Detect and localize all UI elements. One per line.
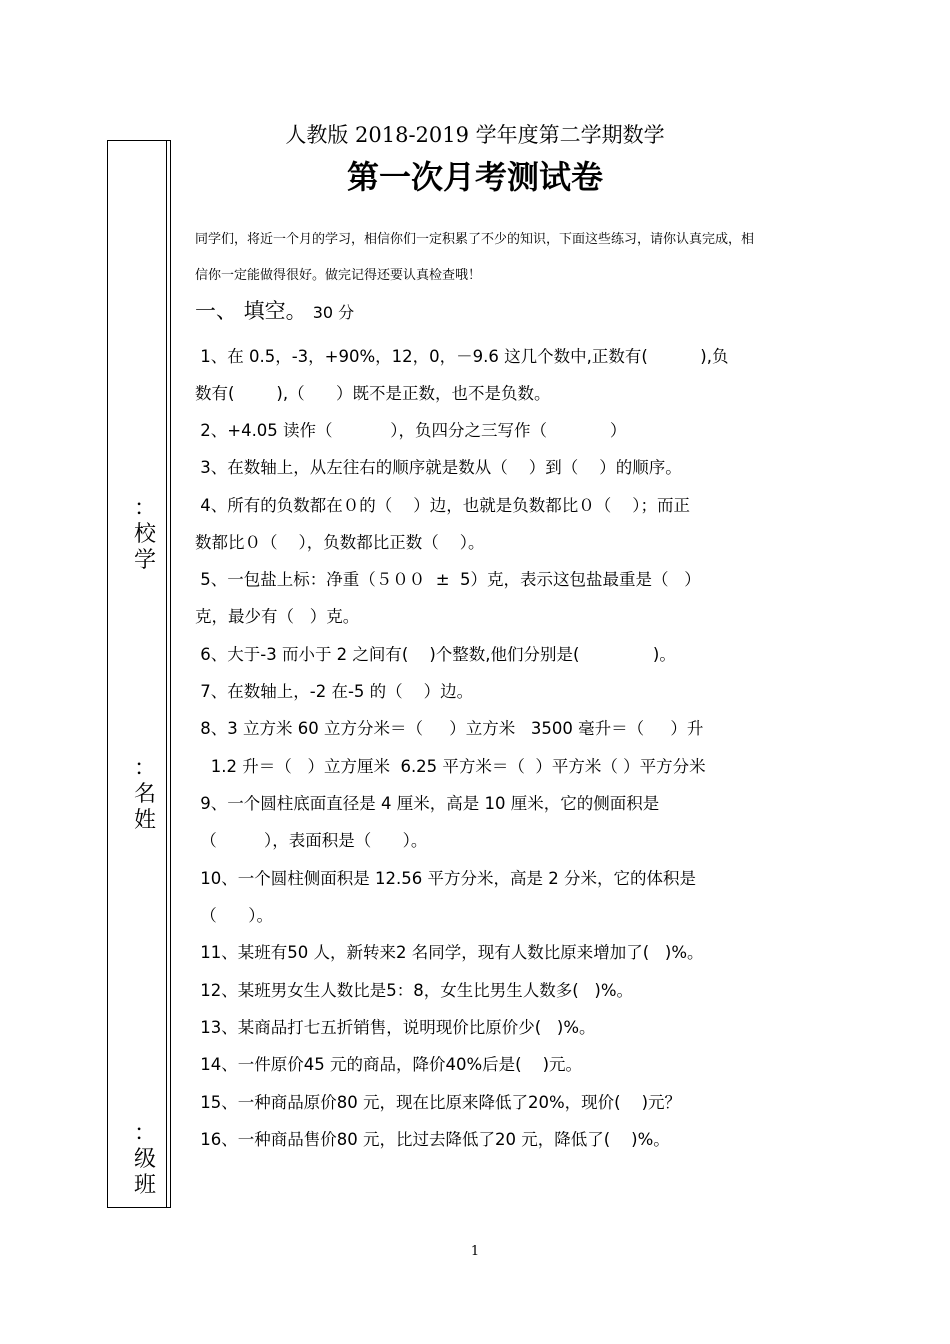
question-line: 6、大于-3 而小于 2 之间有( )个整数,他们分别是( )。 <box>195 645 676 664</box>
section-title: 一、 填空。 <box>195 299 307 323</box>
section-heading <box>195 296 354 328</box>
sidebar-divider <box>166 141 167 1207</box>
question-line: 12、某班男女生人数比是5：8，女生比男生人数多( )%。 <box>195 981 634 1000</box>
class-label: ： 级 班 <box>133 1121 156 1198</box>
intro-line: 同学们，将近一个月的学习，相信你们一定积累了不少的知识，下面这些练习，请你认真完成，相 <box>195 232 755 247</box>
question-line: 5、一包盐上标：净重（５００ ± 5）克，表示这包盐最重是（ ） <box>195 570 701 589</box>
question-line: 克，最少有（ ）克。 <box>195 607 360 626</box>
question-line: 4、所有的负数都在０的（ ）边，也就是负数都比０（ ）；而正 <box>195 496 690 515</box>
intro-paragraph <box>195 222 810 294</box>
question-line: 2、+4.05 读作（ ），负四分之三写作（ ） <box>195 421 627 440</box>
question-line: 9、一个圆柱底面直径是 4 厘米，高是 10 厘米，它的侧面积是 <box>195 794 660 813</box>
name-label: ： 名 姓 <box>133 756 156 833</box>
question-line: 数都比０（ ），负数都比正数（ ）。 <box>195 533 485 552</box>
question-line: 8、3 立方米 60 立方分米＝（ ）立方米 3500 毫升＝（ ）升 <box>195 719 704 738</box>
question-line: 10、一个圆柱侧面积是 12.56 平方分米，高是 2 分米，它的体积是 <box>195 869 696 888</box>
student-info-sidebar <box>107 140 171 1208</box>
question-line: 15、一种商品原价80 元，现在比原来降低了20%，现价( )元？ <box>195 1093 682 1112</box>
intro-line: 信你一定能做得很好。做完记得还要认真检查哦！ <box>195 268 482 283</box>
question-line: 3、在数轴上，从左往右的顺序就是数从（ ）到（ ）的顺序。 <box>195 458 682 477</box>
question-line: 14、一件原价45 元的商品，降价40%后是( )元。 <box>195 1055 583 1074</box>
section-points: 30 分 <box>312 303 355 322</box>
question-line: 1、在 0.5，-3，+90%，12，0，－9.6 这几个数中,正数有( ),负 <box>195 347 729 366</box>
question-line: 13、某商品打七五折销售，说明现价比原价少( )%。 <box>195 1018 596 1037</box>
question-line: （ ），表面积是（ ）。 <box>195 831 428 850</box>
page-number: 1 <box>470 1244 480 1259</box>
question-line: 数有( ),（ ）既不是正数，也不是负数。 <box>195 384 551 403</box>
school-label: ： 校 学 <box>133 496 156 573</box>
question-line: （ ）。 <box>195 906 273 925</box>
question-line: 11、某班有50 人，新转来2 名同学，现有人数比原来增加了( )%。 <box>195 943 704 962</box>
question-line: 16、一种商品售价80 元，比过去降低了20 元，降低了( )%。 <box>195 1130 670 1149</box>
exam-subtitle: 人教版 2018-2019 学年度第二学期数学 <box>285 123 665 147</box>
question-line: 7、在数轴上，-2 在-5 的（ ）边。 <box>195 682 474 701</box>
question-line: 1.2 升＝（ ）立方厘米 6.25 平方米＝（ ）平方米（ ）平方分米 <box>195 757 706 776</box>
exam-title: 第一次月考测试卷 <box>346 158 603 196</box>
